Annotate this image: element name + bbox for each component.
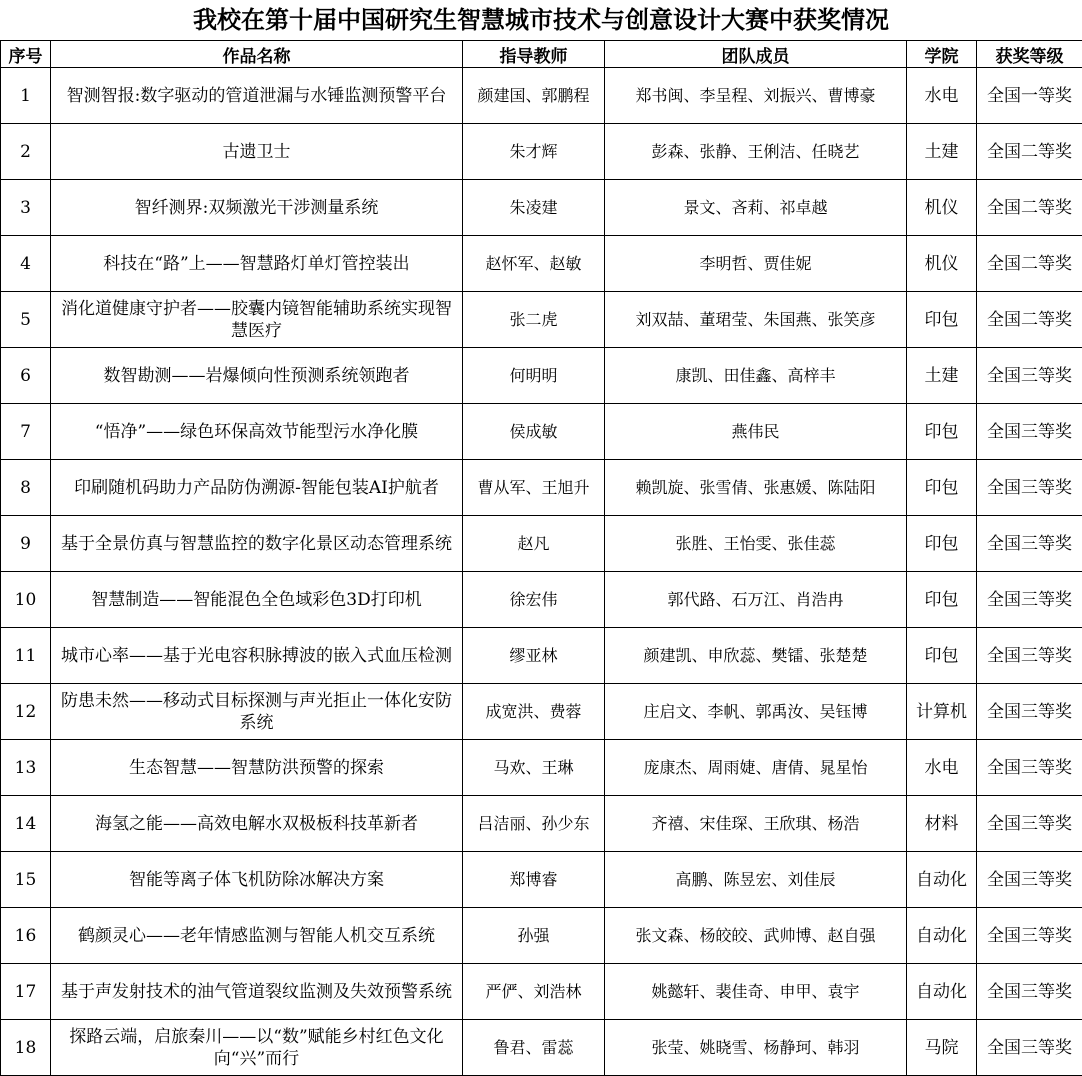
award-level: 全国三等奖 — [977, 796, 1082, 852]
college-name: 自动化 — [907, 964, 977, 1020]
table-row — [1, 516, 1082, 572]
team-members: 李明哲、贾佳妮 — [605, 236, 907, 292]
award-level: 全国三等奖 — [977, 1020, 1082, 1076]
work-title: 海氢之能——高效电解水双极板科技革新者 — [51, 796, 463, 852]
table-row — [1, 1020, 1082, 1076]
header-team: 团队成员 — [605, 41, 907, 68]
table-row — [1, 236, 1082, 292]
team-members: 景文、吝莉、祁卓越 — [605, 180, 907, 236]
work-title: 印刷随机码助力产品防伪溯源-智能包装AI护航者 — [51, 460, 463, 516]
award-level: 全国三等奖 — [977, 852, 1082, 908]
table-row — [1, 180, 1082, 236]
team-members: 康凯、田佳鑫、高梓丰 — [605, 348, 907, 404]
team-members: 彭森、张静、王俐洁、任晓艺 — [605, 124, 907, 180]
work-title: 鹤颜灵心——老年情感监测与智能人机交互系统 — [51, 908, 463, 964]
advisor-names: 张二虎 — [463, 292, 605, 348]
table-row — [1, 572, 1082, 628]
work-title: 防患未然——移动式目标探测与声光拒止一体化安防系统 — [51, 684, 463, 740]
work-title: 古遗卫士 — [51, 124, 463, 180]
row-number: 8 — [1, 460, 51, 516]
team-members: 颜建凯、申欣蕊、樊镭、张楚楚 — [605, 628, 907, 684]
college-name: 马院 — [907, 1020, 977, 1076]
college-name: 自动化 — [907, 908, 977, 964]
team-members: 张莹、姚晓雪、杨静珂、韩羽 — [605, 1020, 907, 1076]
work-title: 基于全景仿真与智慧监控的数字化景区动态管理系统 — [51, 516, 463, 572]
college-name: 印包 — [907, 404, 977, 460]
award-level: 全国三等奖 — [977, 404, 1082, 460]
row-number: 9 — [1, 516, 51, 572]
row-number: 5 — [1, 292, 51, 348]
award-level: 全国三等奖 — [977, 572, 1082, 628]
advisor-names: 赵怀军、赵敏 — [463, 236, 605, 292]
team-members: 燕伟民 — [605, 404, 907, 460]
award-level: 全国二等奖 — [977, 292, 1082, 348]
advisor-names: 成宽洪、费蓉 — [463, 684, 605, 740]
advisor-names: 孙强 — [463, 908, 605, 964]
team-members: 庄启文、李帆、郭禹汝、吴钰博 — [605, 684, 907, 740]
work-title: 城市心率——基于光电容积脉搏波的嵌入式血压检测 — [51, 628, 463, 684]
college-name: 计算机 — [907, 684, 977, 740]
award-level: 全国三等奖 — [977, 740, 1082, 796]
team-members: 高鹏、陈昱宏、刘佳辰 — [605, 852, 907, 908]
advisor-names: 颜建国、郭鹏程 — [463, 68, 605, 124]
advisor-names: 马欢、王琳 — [463, 740, 605, 796]
award-level: 全国三等奖 — [977, 684, 1082, 740]
advisor-names: 侯成敏 — [463, 404, 605, 460]
header-level: 获奖等级 — [977, 41, 1082, 68]
table-row — [1, 404, 1082, 460]
header-row — [1, 41, 1082, 68]
work-title: “悟净”——绿色环保高效节能型污水净化膜 — [51, 404, 463, 460]
college-name: 机仪 — [907, 180, 977, 236]
award-level: 全国二等奖 — [977, 180, 1082, 236]
row-number: 7 — [1, 404, 51, 460]
work-title: 智慧制造——智能混色全色域彩色3D打印机 — [51, 572, 463, 628]
table-row — [1, 852, 1082, 908]
team-members: 齐禧、宋佳琛、王欣琪、杨浩 — [605, 796, 907, 852]
award-level: 全国三等奖 — [977, 460, 1082, 516]
work-title: 生态智慧——智慧防洪预警的探索 — [51, 740, 463, 796]
header-work: 作品名称 — [51, 41, 463, 68]
college-name: 土建 — [907, 124, 977, 180]
advisor-names: 赵凡 — [463, 516, 605, 572]
college-name: 土建 — [907, 348, 977, 404]
college-name: 印包 — [907, 460, 977, 516]
work-title: 智纤测界:双频激光干涉测量系统 — [51, 180, 463, 236]
award-level: 全国一等奖 — [977, 68, 1082, 124]
advisor-names: 曹从军、王旭升 — [463, 460, 605, 516]
row-number: 1 — [1, 68, 51, 124]
header-no: 序号 — [1, 41, 51, 68]
row-number: 14 — [1, 796, 51, 852]
advisor-names: 缪亚林 — [463, 628, 605, 684]
row-number: 15 — [1, 852, 51, 908]
row-number: 3 — [1, 180, 51, 236]
college-name: 材料 — [907, 796, 977, 852]
college-name: 自动化 — [907, 852, 977, 908]
award-level: 全国二等奖 — [977, 124, 1082, 180]
team-members: 郭代路、石万江、肖浩冉 — [605, 572, 907, 628]
advisor-names: 朱才辉 — [463, 124, 605, 180]
work-title: 基于声发射技术的油气管道裂纹监测及失效预警系统 — [51, 964, 463, 1020]
table-row — [1, 460, 1082, 516]
college-name: 印包 — [907, 292, 977, 348]
college-name: 印包 — [907, 516, 977, 572]
table-row — [1, 908, 1082, 964]
team-members: 刘双喆、董珺莹、朱国燕、张笑彦 — [605, 292, 907, 348]
advisor-names: 徐宏伟 — [463, 572, 605, 628]
award-level: 全国三等奖 — [977, 348, 1082, 404]
row-number: 12 — [1, 684, 51, 740]
row-number: 10 — [1, 572, 51, 628]
header-dept: 学院 — [907, 41, 977, 68]
row-number: 6 — [1, 348, 51, 404]
table-row — [1, 124, 1082, 180]
row-number: 16 — [1, 908, 51, 964]
row-number: 11 — [1, 628, 51, 684]
team-members: 庞康杰、周雨婕、唐倩、晁星怡 — [605, 740, 907, 796]
team-members: 张胜、王怡雯、张佳蕊 — [605, 516, 907, 572]
advisor-names: 郑博睿 — [463, 852, 605, 908]
work-title: 数智勘测——岩爆倾向性预测系统领跑者 — [51, 348, 463, 404]
team-members: 张文森、杨皎皎、武帅博、赵自强 — [605, 908, 907, 964]
table-row — [1, 292, 1082, 348]
awards-table — [0, 40, 1082, 1076]
header-advisor: 指导教师 — [463, 41, 605, 68]
table-row — [1, 964, 1082, 1020]
row-number: 17 — [1, 964, 51, 1020]
award-level: 全国三等奖 — [977, 628, 1082, 684]
college-name: 水电 — [907, 740, 977, 796]
work-title: 探路云端，启旅秦川——以“数”赋能乡村红色文化向“兴”而行 — [51, 1020, 463, 1076]
work-title: 科技在“路”上——智慧路灯单灯管控装出 — [51, 236, 463, 292]
college-name: 机仪 — [907, 236, 977, 292]
advisor-names: 严俨、刘浩林 — [463, 964, 605, 1020]
row-number: 18 — [1, 1020, 51, 1076]
table-row — [1, 628, 1082, 684]
table-row — [1, 796, 1082, 852]
advisor-names: 鲁君、雷蕊 — [463, 1020, 605, 1076]
team-members: 郑书闽、李呈程、刘振兴、曹博豪 — [605, 68, 907, 124]
award-level: 全国二等奖 — [977, 236, 1082, 292]
page-title: 我校在第十届中国研究生智慧城市技术与创意设计大赛中获奖情况 — [193, 5, 889, 34]
table-row — [1, 740, 1082, 796]
advisor-names: 朱凌建 — [463, 180, 605, 236]
award-level: 全国三等奖 — [977, 908, 1082, 964]
college-name: 印包 — [907, 572, 977, 628]
work-title: 消化道健康守护者——胶囊内镜智能辅助系统实现智慧医疗 — [51, 292, 463, 348]
college-name: 水电 — [907, 68, 977, 124]
advisor-names: 何明明 — [463, 348, 605, 404]
team-members: 赖凯旋、张雪倩、张惠媛、陈陆阳 — [605, 460, 907, 516]
advisor-names: 吕洁丽、孙少东 — [463, 796, 605, 852]
work-title: 智测智报:数字驱动的管道泄漏与水锤监测预警平台 — [51, 68, 463, 124]
award-level: 全国三等奖 — [977, 964, 1082, 1020]
row-number: 13 — [1, 740, 51, 796]
table-row — [1, 68, 1082, 124]
row-number: 2 — [1, 124, 51, 180]
table-row — [1, 684, 1082, 740]
row-number: 4 — [1, 236, 51, 292]
award-level: 全国三等奖 — [977, 516, 1082, 572]
team-members: 姚懿轩、裴佳奇、申甲、袁宇 — [605, 964, 907, 1020]
college-name: 印包 — [907, 628, 977, 684]
table-row — [1, 348, 1082, 404]
work-title: 智能等离子体飞机防除冰解决方案 — [51, 852, 463, 908]
